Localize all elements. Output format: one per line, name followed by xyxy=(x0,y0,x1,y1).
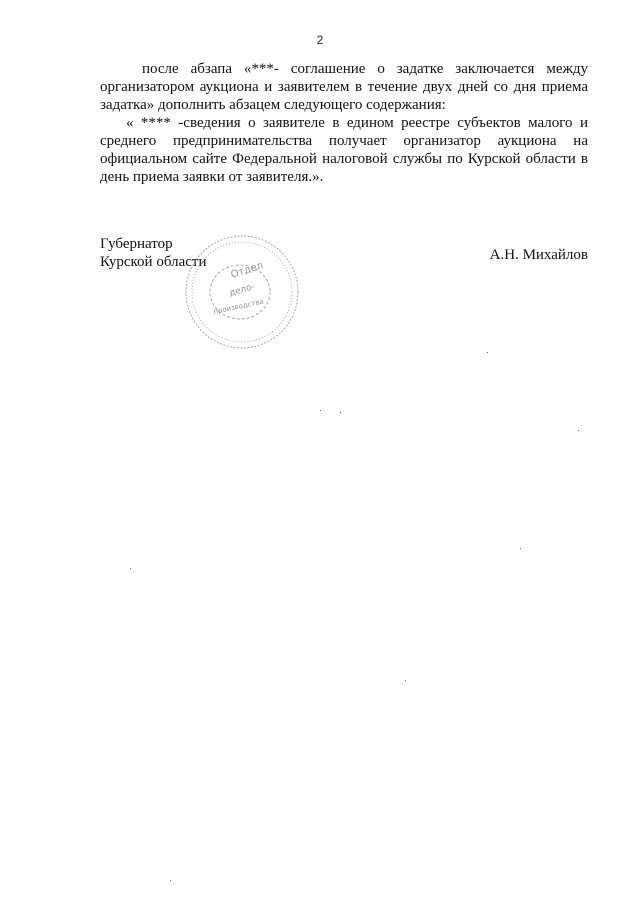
paragraph-1: после абзапа «***- соглашение о задатке заключается между организатором аукциона и заявителем в течение двух дней со дня приема задатка» дополнить абзацем следующего содержания: xyxy=(100,61,588,113)
scan-speck xyxy=(130,568,131,569)
scan-speck xyxy=(578,430,579,431)
signatory-region: Курской области xyxy=(100,254,207,270)
scan-speck xyxy=(170,880,171,881)
scan-speck xyxy=(340,412,341,413)
scan-speck xyxy=(487,352,488,353)
seal-text-line2: дело- xyxy=(228,282,257,299)
signatory-title: Губернатор xyxy=(100,236,173,252)
official-seal-stamp xyxy=(180,228,305,353)
seal-text-line3: производства xyxy=(212,297,265,316)
signatory-name: А.Н. Михайлов xyxy=(489,247,588,263)
scan-speck xyxy=(520,548,521,549)
document-body xyxy=(100,60,588,186)
seal-text-line1: Отдел xyxy=(229,260,265,281)
scan-speck xyxy=(320,410,321,411)
paragraph-2: « **** -сведения о заявителе в едином реестре субъектов малого и среднего предпринимательства получает организатор аукциона на официальном сайте Федеральной налоговой службы по Курской области в день приема заявки от заявителя.». xyxy=(100,115,588,185)
scan-speck xyxy=(405,680,406,681)
page-number: 2 xyxy=(316,33,324,47)
